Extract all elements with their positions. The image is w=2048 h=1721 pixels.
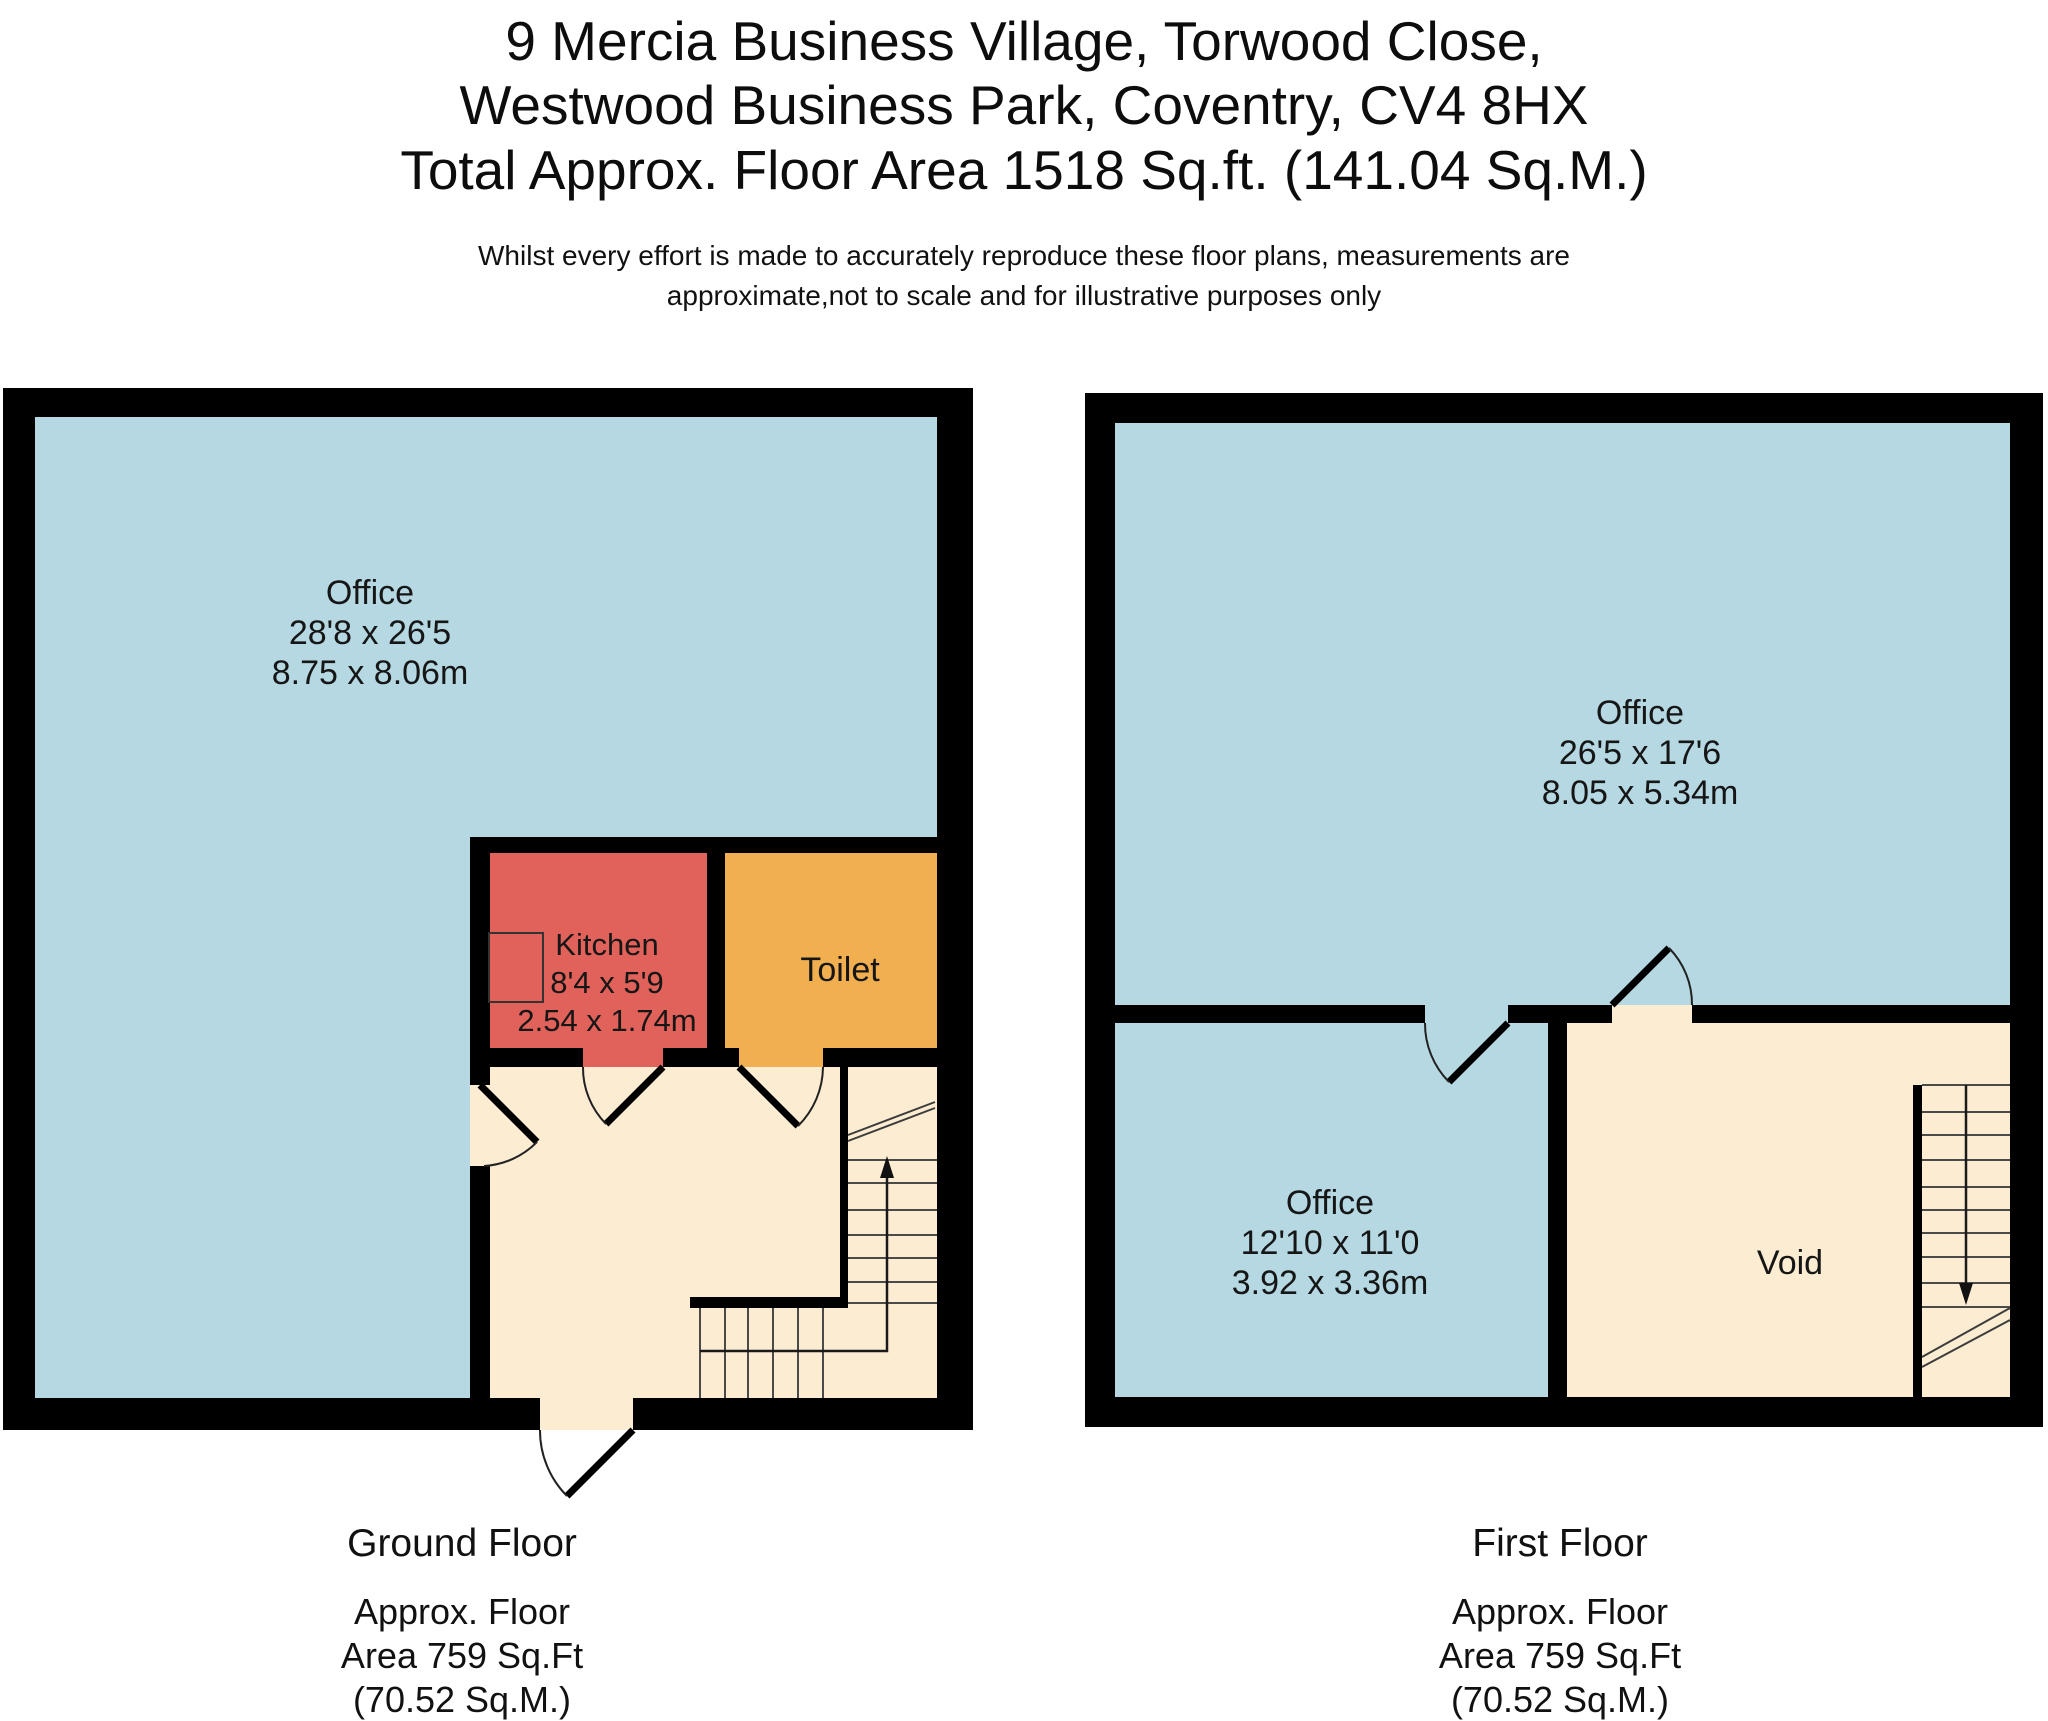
page-title-line1: 9 Mercia Business Village, Torwood Close,	[505, 10, 1543, 72]
room-dims-m: 8.75 x 8.06m	[271, 654, 469, 692]
wall-outer-left	[3, 388, 35, 1430]
first-floor-area-line1: Approx. Floor	[1451, 1591, 1669, 1632]
wall-outer-bottom-right	[633, 1398, 973, 1430]
toilet-door-gap	[739, 1048, 823, 1067]
disclaimer-line2: approximate,not to scale and for illustrative purposes only	[666, 280, 1382, 311]
room-name: Toilet	[800, 951, 880, 989]
ground-office-fill-top	[470, 417, 937, 837]
entry-door-leaf	[567, 1430, 633, 1496]
wall-stair-side	[1913, 1085, 1922, 1397]
void-label	[1757, 1243, 1823, 1283]
room-dims-ft: 26'5 x 17'6	[1558, 734, 1722, 772]
ground-floor-area-line2: Area 759 Sq.Ft	[340, 1635, 584, 1676]
room-dims-ft: 12'10 x 11'0	[1240, 1224, 1420, 1262]
wall-kitchen-toilet-divider	[707, 853, 725, 1067]
wall-outer-top	[3, 388, 973, 417]
entry-door-gap	[540, 1398, 633, 1430]
kitchen-door-gap	[583, 1048, 663, 1067]
wall-outer-right	[2010, 393, 2043, 1427]
room-dims-ft: 28'8 x 26'5	[288, 614, 452, 652]
door-b-gap	[1612, 1005, 1692, 1023]
wall-divider-stub	[1508, 1005, 1612, 1023]
ground-floor-area	[341, 1590, 583, 1721]
first-floor-area-line3: (70.52 Sq.M.)	[1450, 1679, 1670, 1720]
wall-outer-right	[937, 388, 973, 1430]
ground-floor-plan	[3, 388, 973, 1430]
ground-floor-area-line3: (70.52 Sq.M.)	[352, 1679, 572, 1720]
wall-divider-left	[1115, 1005, 1425, 1023]
wall-outer-top	[1085, 393, 2043, 423]
ground-office-fill-left	[35, 417, 470, 1398]
room-name: Office	[1285, 1184, 1375, 1222]
disclaimer-line1: Whilst every effort is made to accurately reproduce these floor plans, measurements are	[478, 240, 1570, 271]
void-fill	[1567, 1023, 2010, 1397]
first-floor-area-line2: Area 759 Sq.Ft	[1438, 1635, 1682, 1676]
ground-floor-area-line1: Approx. Floor	[353, 1591, 571, 1632]
wall-kitchen-bottom-left	[470, 1048, 583, 1067]
room-dims-ft: 8'4 x 5'9	[550, 965, 664, 1000]
wall-stair-stub	[690, 1297, 848, 1308]
room-dims-m: 8.05 x 5.34m	[1541, 774, 1739, 812]
wall-stair-side	[840, 1067, 848, 1308]
first-floor-area	[1439, 1590, 1681, 1721]
first-floor-title: First Floor	[1472, 1522, 1648, 1565]
wall-divider-right	[1692, 1005, 2010, 1023]
wall-office-void	[1548, 1023, 1567, 1397]
page-title-line2: Westwood Business Park, Coventry, CV4 8HX	[459, 74, 1589, 136]
room-name: Office	[1595, 694, 1685, 732]
hallway-fill	[490, 1067, 937, 1398]
wall-outer-bottom	[1085, 1397, 2043, 1427]
first-office-large-label	[1542, 693, 1739, 813]
room-name: Kitchen	[555, 927, 659, 962]
door-a-gap	[1425, 1005, 1508, 1023]
wall-outer-left	[1085, 393, 1115, 1427]
wall-block-top	[470, 837, 937, 853]
entry-door-arc	[540, 1430, 567, 1496]
ground-floor-title: Ground Floor	[347, 1522, 577, 1565]
room-dims-m: 2.54 x 1.74m	[517, 1003, 697, 1038]
wall-outer-bottom-left	[3, 1398, 540, 1430]
ground-office-label	[272, 573, 469, 693]
room-name: Office	[325, 574, 415, 612]
first-office-small-label	[1232, 1183, 1429, 1303]
office-door-gap	[470, 1085, 490, 1166]
room-name: Void	[1756, 1244, 1824, 1282]
wall-toilet-bottom-right	[823, 1048, 937, 1067]
toilet-label	[800, 950, 879, 990]
page-title-line3: Total Approx. Floor Area 1518 Sq.ft. (141.04 Sq.M.)	[400, 139, 1648, 201]
wall-kitchen-bottom-right	[663, 1048, 739, 1067]
kitchen-label	[517, 926, 696, 1040]
first-floor-plan	[1085, 393, 2043, 1427]
room-dims-m: 3.92 x 3.36m	[1231, 1264, 1429, 1302]
wall-hall-left-lower	[470, 1166, 490, 1398]
